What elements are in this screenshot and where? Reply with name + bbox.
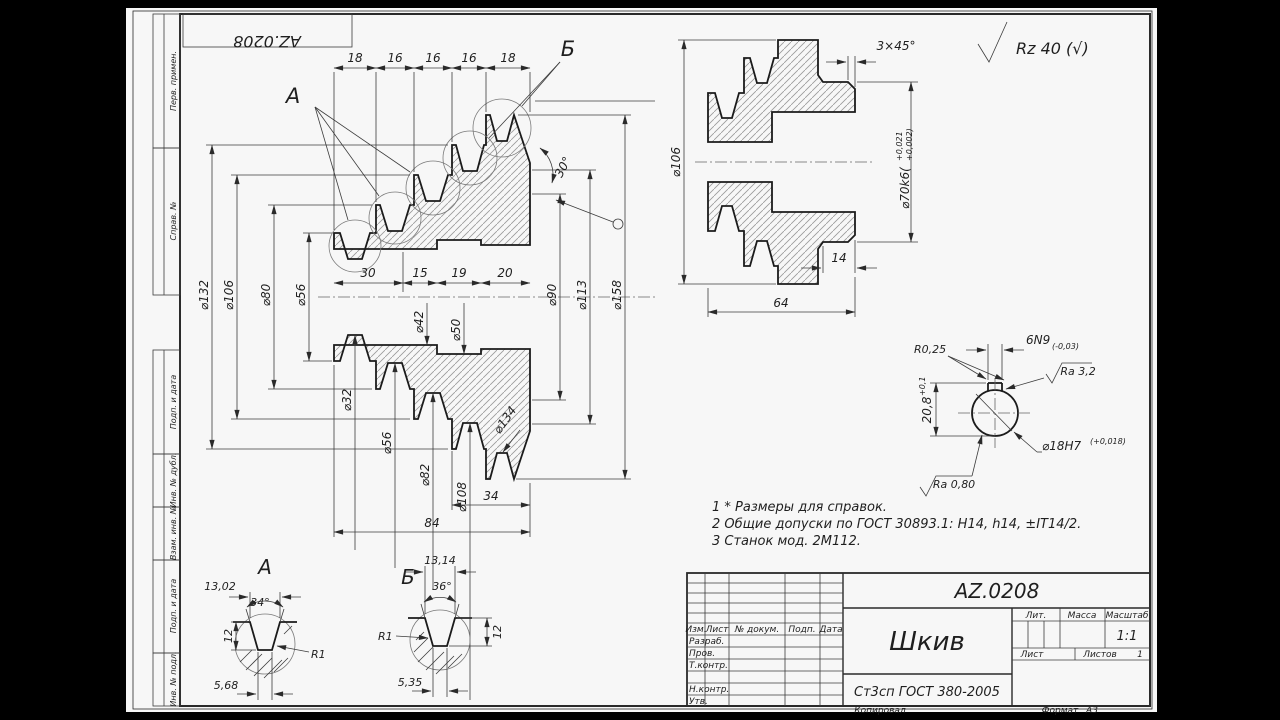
lit-label: Лит. (1025, 611, 1047, 621)
dim-label: 16 (461, 51, 477, 65)
row-label: Утв. (689, 697, 708, 707)
dim-label: ⌀108 (455, 481, 469, 513)
dim-label: ⌀50 (449, 318, 463, 342)
copied-label: Копировал (854, 706, 906, 716)
dim-label: 5,35 (397, 676, 423, 689)
dim-tolerance: +0,1 (918, 376, 927, 396)
dim-label: 3×45° (876, 39, 916, 53)
document-designation: AZ.0208 (954, 579, 1040, 603)
row-label: Т.контр. (689, 661, 729, 671)
dim-label: 15 (412, 266, 428, 280)
dim-label: ⌀134 (490, 403, 520, 437)
dim-label: 19 (451, 266, 467, 280)
dim-label: ⌀158 (610, 279, 624, 311)
margin-label: Инв. № дубл. (169, 452, 178, 508)
dim-label: ⌀132 (197, 279, 211, 311)
dim-label: 16 (387, 51, 403, 65)
dim-label: 13,14 (424, 554, 456, 567)
col-header: Лист (705, 625, 729, 635)
dim-tolerance: (-0,03) (1052, 342, 1079, 351)
dim-label: ⌀42 (412, 310, 426, 334)
margin-label: Справ. № (169, 201, 178, 241)
callout-a-label: А (285, 84, 301, 108)
dim-label: ⌀18H7 (1042, 439, 1082, 453)
row-label: Разраб. (689, 637, 725, 647)
dim-label: ⌀106 (669, 146, 683, 178)
dim-label: R1 (378, 630, 393, 643)
sheets-value: 1 (1137, 650, 1143, 660)
dim-label: ⌀113 (575, 279, 589, 311)
dim-label: ⌀90 (545, 283, 559, 307)
dim-label: ⌀82 (418, 463, 432, 487)
row-label: Н.контр. (689, 685, 730, 695)
dim-label: 34° (250, 596, 270, 609)
material: Ст3сп ГОСТ 380-2005 (854, 685, 1000, 700)
dim-label: 13,02 (204, 580, 236, 593)
dim-label: 18 (347, 51, 363, 65)
corner-stamp-text: AZ.0208 (233, 32, 301, 51)
scale-value: 1:1 (1116, 629, 1138, 644)
detail-b-title: Б (401, 565, 415, 589)
dim-label: ⌀106 (222, 279, 236, 311)
dim-label: 30 (360, 266, 376, 280)
dim-label: 18 (500, 51, 516, 65)
dim-label: 12 (491, 625, 504, 639)
dim-label: R0,25 (914, 343, 947, 356)
general-roughness-text: Rz 40 (√) (1016, 39, 1089, 58)
margin-label: Подп. и дата (169, 578, 178, 634)
note-line: 1 * Размеры для справок. (712, 500, 887, 515)
format-value: А3 (1086, 706, 1098, 716)
dim-tolerance-lower: +0,002) (905, 128, 914, 161)
dim-label: ⌀32 (340, 388, 354, 412)
dim-label: 84 (424, 516, 440, 530)
margin-label: Подп. и дата (169, 374, 178, 430)
dim-tolerance-upper: +0,021 (895, 131, 904, 161)
dim-label: ⌀70k6( (898, 167, 912, 209)
format-label: Формат (1041, 706, 1079, 716)
dim-label: ⌀56 (380, 431, 394, 455)
roughness-value: Ra 0,80 (932, 478, 976, 491)
sheets-label: Листов (1083, 650, 1117, 660)
sheet-label: Лист (1020, 650, 1044, 660)
detail-a-title: А (258, 555, 272, 579)
margin-label: Перв. примен. (169, 50, 178, 112)
dim-label: 34 (483, 489, 499, 503)
margin-label: Взам. инв. № (169, 505, 178, 561)
callout-b-label: Б (560, 37, 576, 61)
col-header: Дата (819, 625, 843, 635)
dim-label: 64 (773, 296, 789, 310)
note-line: 3 Станок мод. 2М112. (712, 534, 861, 549)
dim-label: ⌀56 (294, 283, 308, 307)
dim-label: 12 (222, 629, 235, 643)
margin-label: Инв. № подл. (169, 651, 178, 707)
dim-label: 6N9 (1026, 333, 1051, 347)
dim-label: R1 (311, 648, 326, 661)
dim-label: ⌀80 (259, 283, 273, 307)
dim-label: 20,8 (920, 396, 934, 424)
dim-label: 20 (497, 266, 513, 280)
row-label: Пров. (689, 649, 716, 659)
part-name: Шкив (889, 627, 965, 657)
roughness-value: Ra 3,2 (1060, 365, 1096, 378)
dim-label: 5,68 (213, 679, 239, 692)
col-header: Изм. (685, 625, 707, 635)
dim-label: 36° (432, 580, 452, 593)
mass-label: Масса (1067, 611, 1097, 621)
col-header: № докум. (734, 625, 780, 635)
dim-label: 30° (551, 154, 575, 180)
dim-label: 14 (831, 251, 847, 265)
note-line: 2 Общие допуски по ГОСТ 30893.1: H14, h14, ±IT14/2. (712, 517, 1082, 532)
col-header: Подп. (788, 625, 816, 635)
dim-tolerance: (+0,018) (1090, 437, 1126, 446)
scale-label: Масштаб (1105, 611, 1149, 621)
dim-label: 16 (425, 51, 441, 65)
